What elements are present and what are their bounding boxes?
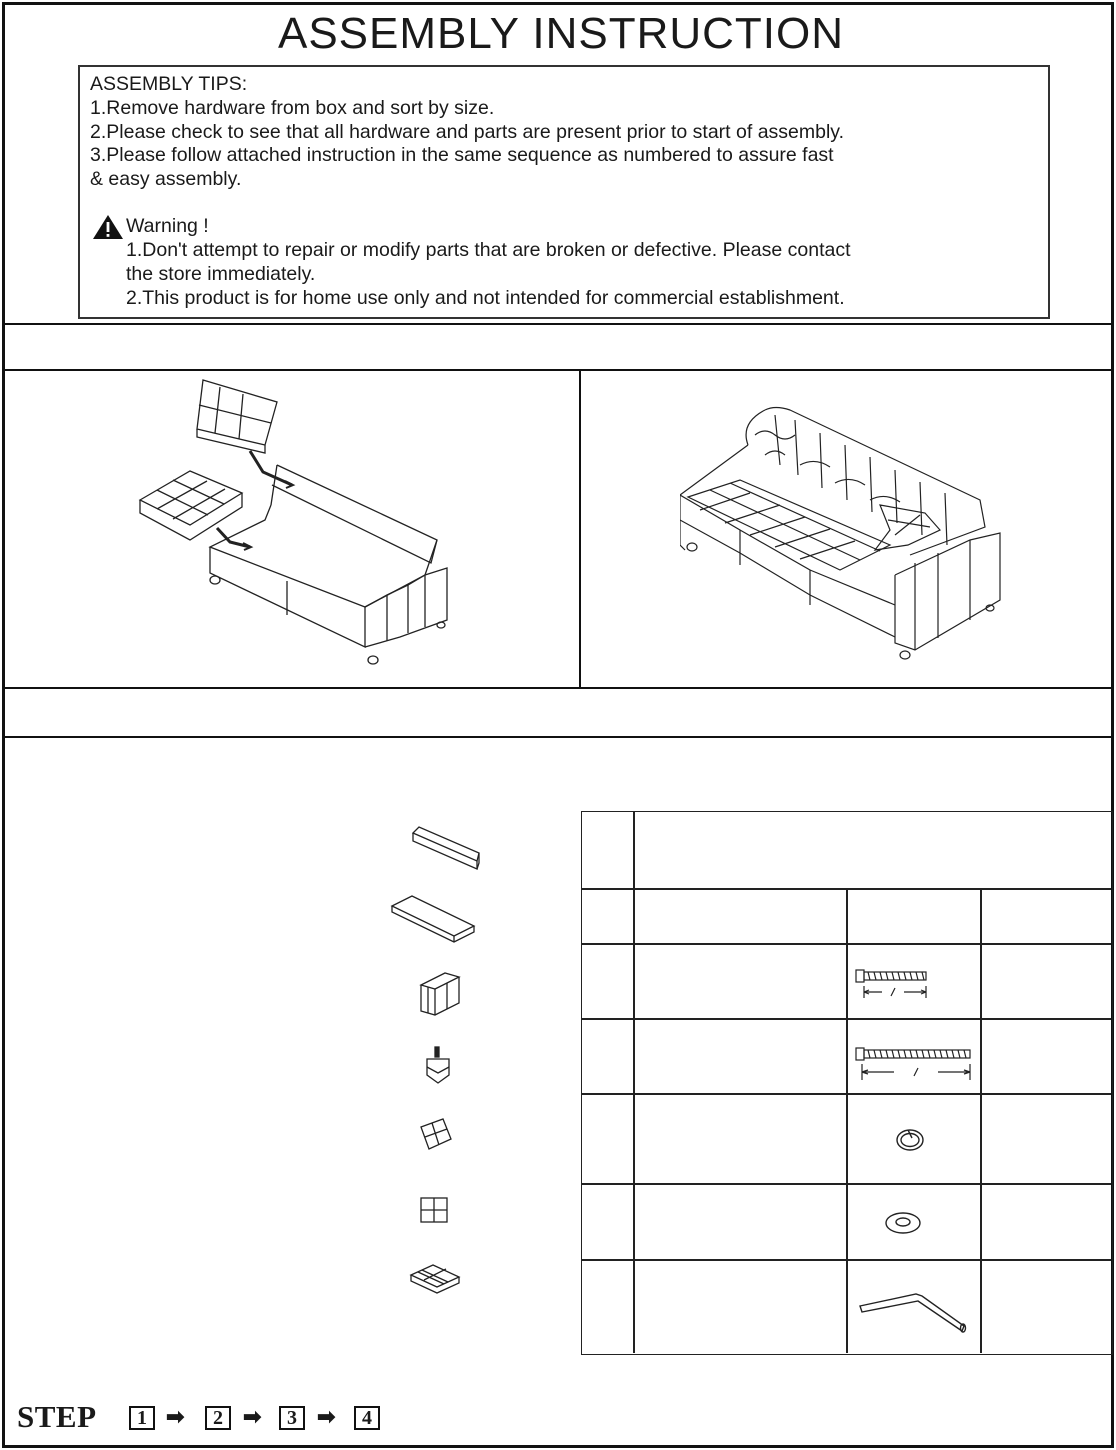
tip-item-3-continued: & easy assembly. (90, 168, 242, 190)
table-row-divider (582, 1018, 1111, 1020)
arrow-right-icon: ➡ (317, 1404, 336, 1429)
table-column-divider (846, 888, 848, 1353)
tip-item-3: 3.Please follow attached instruction in the same sequence as numbered to assure fast (90, 144, 834, 166)
warning-item-1-continued: the store immediately. (126, 263, 316, 285)
hardware-table (581, 811, 1113, 1355)
warning-item-1: 1.Don't attempt to repair or modify parts that are broken or defective. Please contact (126, 239, 851, 261)
warning-item-2: 2.This product is for home use only and not intended for commercial establishment. (126, 287, 845, 309)
part-leg-icon (421, 1045, 455, 1087)
section-divider (5, 687, 1111, 689)
table-row-divider (582, 1183, 1111, 1185)
lock-washer-icon (892, 1124, 928, 1154)
table-column-divider (633, 812, 635, 1353)
exploded-sofa-drawing (125, 375, 465, 670)
tips-heading: ASSEMBLY TIPS: (90, 73, 248, 95)
table-row-divider (582, 888, 1111, 890)
part-back-cushion-icon (417, 1115, 457, 1155)
step-number-2: 2 (205, 1406, 231, 1430)
page-title: ASSEMBLY INSTRUCTION (277, 9, 845, 58)
table-row-divider (582, 1259, 1111, 1261)
short-bolt-icon (852, 962, 932, 1007)
section-divider (5, 736, 1111, 738)
column-divider (579, 369, 581, 689)
section-divider (5, 323, 1111, 325)
table-row-divider (582, 943, 1111, 945)
warning-triangle-icon (92, 214, 124, 240)
step-number-1: 1 (129, 1406, 155, 1430)
assembly-tips-box (78, 65, 1050, 319)
part-back-rail-icon (407, 823, 485, 879)
table-column-divider (980, 888, 982, 1353)
arrow-right-icon: ➡ (243, 1404, 262, 1429)
step-number-3: 3 (279, 1406, 305, 1430)
tip-item-1: 1.Remove hardware from box and sort by size. (90, 97, 495, 119)
long-bolt-icon (852, 1040, 976, 1086)
warning-title: Warning ! (126, 215, 209, 237)
part-ottoman-icon (407, 1259, 463, 1299)
tip-item-2: 2.Please check to see that all hardware and parts are present prior to start of assembly. (90, 121, 845, 143)
assembled-sofa-drawing (680, 405, 1005, 660)
instruction-sheet (2, 2, 1114, 1448)
step-label: STEP (17, 1399, 97, 1434)
part-armrest-icon (415, 967, 465, 1017)
arrow-right-icon: ➡ (166, 1404, 185, 1429)
part-seat-board-icon (388, 890, 480, 950)
section-divider (5, 369, 1111, 371)
flat-washer-icon (882, 1209, 924, 1237)
step-number-4: 4 (354, 1406, 380, 1430)
allen-key-icon (856, 1286, 972, 1336)
part-side-panel-icon (418, 1195, 450, 1225)
table-row-divider (582, 1093, 1111, 1095)
